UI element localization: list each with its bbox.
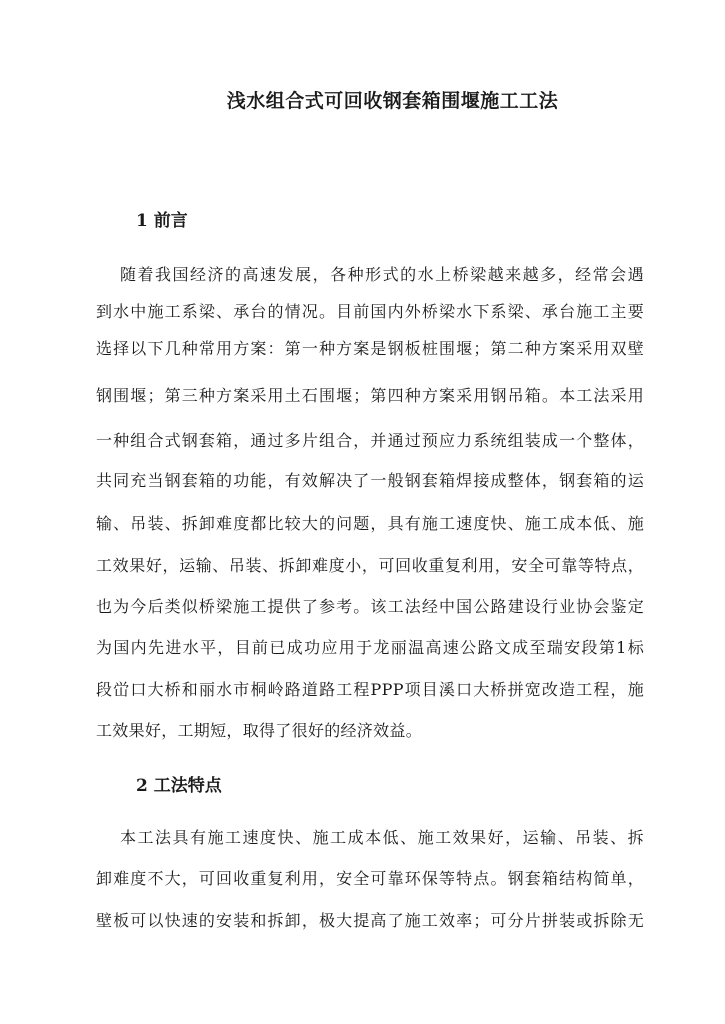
paragraph-line: 工效果好，工期短，取得了很好的经济效益。 bbox=[96, 721, 423, 740]
paragraph-line: 为国内先进水平，目前已成功应用于龙丽温高速公路文成至瑞安段第1标 bbox=[96, 638, 644, 657]
paragraph-line: 随着我国经济的高速发展，各种形式的水上桥梁越来越多，经常会遇 bbox=[120, 265, 644, 284]
paragraph-line: 选择以下几种常用方案：第一种方案是钢板桩围堰；第二种方案采用双壁 bbox=[96, 339, 644, 358]
paragraph-line: 壁板可以快速的安装和拆卸，极大提高了施工效率；可分片拼装或拆除无 bbox=[96, 911, 644, 930]
paragraph-line: 工效果好，运输、吊装、拆卸难度小，可回收重复利用，安全可靠等特点， bbox=[96, 556, 644, 575]
paragraph-line: 到水中施工系梁、承台的情况。目前国内外桥梁水下系梁、承台施工主要 bbox=[96, 302, 644, 321]
paragraph-line: 段峃口大桥和丽水市桐岭路道路工程PPP项目溪口大桥拼宽改造工程，施 bbox=[96, 680, 644, 699]
section-heading-preface: 1 前言 bbox=[136, 211, 188, 231]
paragraph-line: 本工法具有施工速度快、施工成本低、施工效果好，运输、吊装、拆 bbox=[120, 828, 644, 847]
paragraph-line: 共同充当钢套箱的功能，有效解决了一般钢套箱焊接成整体，钢套箱的运 bbox=[96, 471, 644, 490]
paragraph-line: 钢围堰；第三种方案采用土石围堰；第四种方案采用钢吊箱。本工法采用 bbox=[96, 386, 644, 405]
paragraph-line: 一种组合式钢套箱，通过多片组合，并通过预应力系统组装成一个整体， bbox=[96, 431, 644, 450]
paragraph-line: 也为今后类似桥梁施工提供了参考。该工法经中国公路建设行业协会鉴定 bbox=[96, 597, 644, 616]
paragraph-line: 卸难度不大，可回收重复利用，安全可靠环保等特点。钢套箱结构简单， bbox=[96, 869, 644, 888]
section-heading-features: 2 工法特点 bbox=[136, 776, 222, 796]
paragraph-line: 输、吊装、拆卸难度都比较大的问题，具有施工速度快、施工成本低、施 bbox=[96, 514, 644, 533]
document-title: 浅水组合式可回收钢套箱围堰施工工法 bbox=[226, 90, 559, 112]
